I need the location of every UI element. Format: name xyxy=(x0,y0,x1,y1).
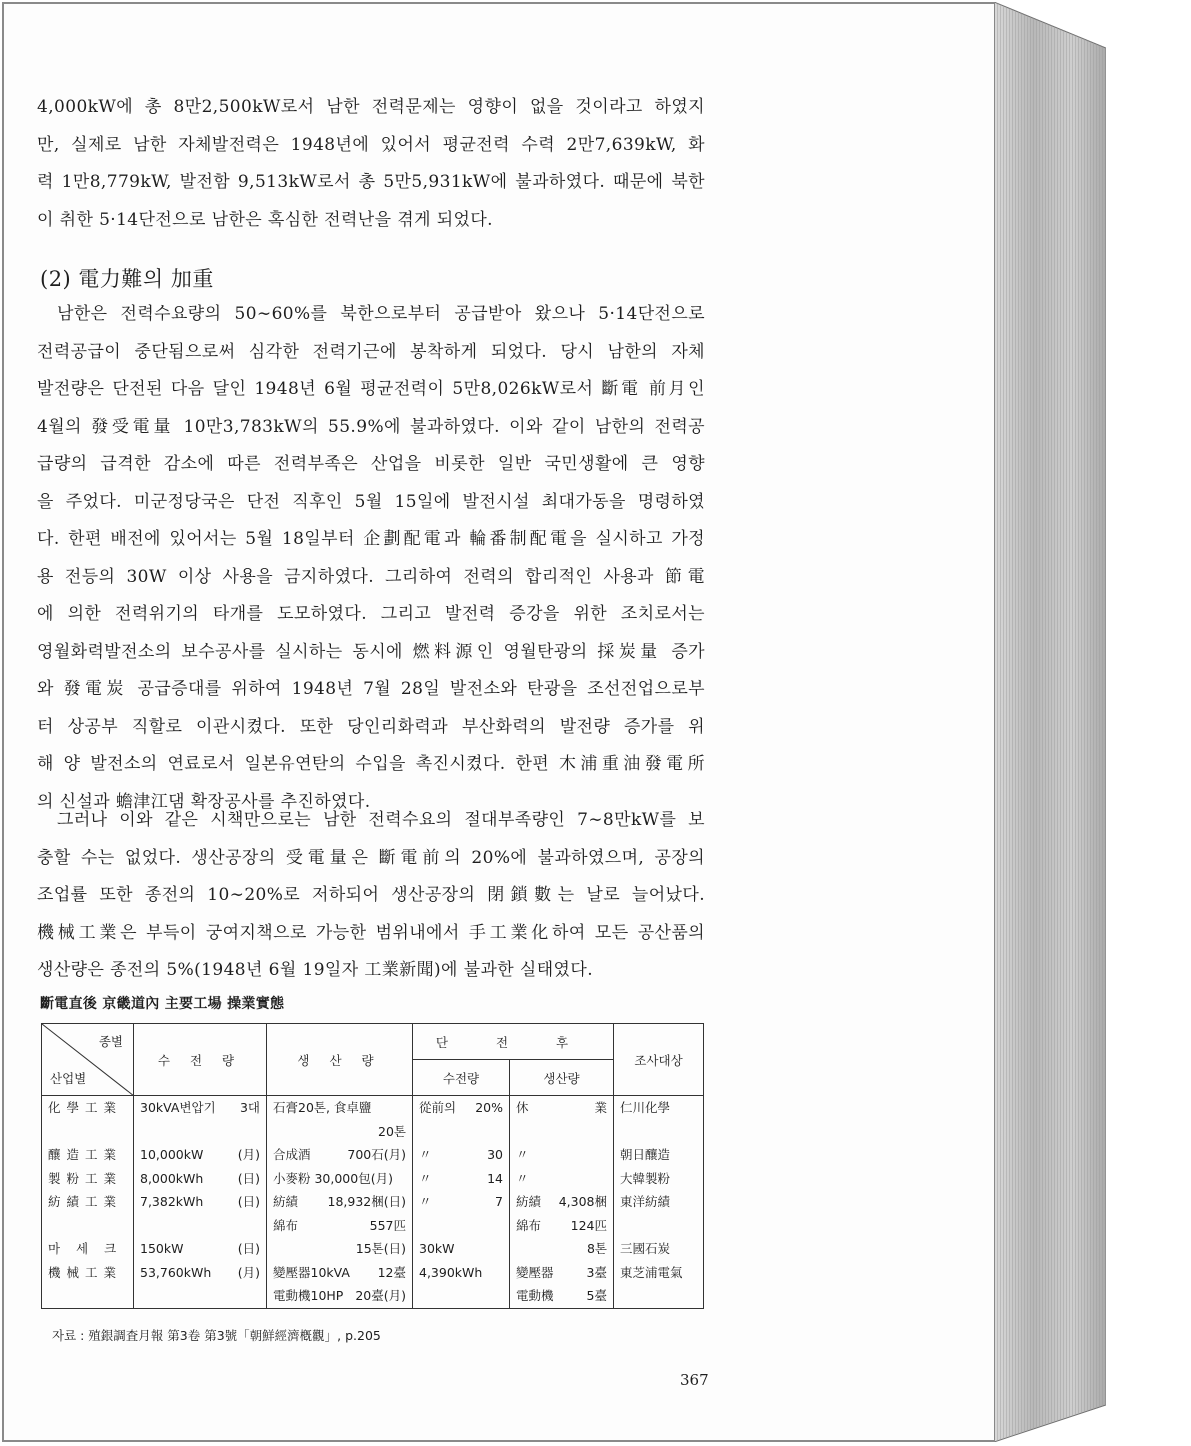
cell-target xyxy=(614,1167,704,1191)
cell-industry xyxy=(42,1237,134,1261)
paragraph-2-text xyxy=(37,802,705,990)
table-row xyxy=(42,1284,704,1308)
cell-text: 釀造工業 xyxy=(48,1147,123,1162)
cell-text: 〃 xyxy=(516,1170,529,1186)
cell-text: 紡績 xyxy=(516,1194,542,1209)
header-target: 조사대상 xyxy=(614,1024,704,1096)
header-production: 생 산 량 xyxy=(267,1024,413,1096)
text-line: 조업률 또한 종전의 10∼20%로 저하되어 생산공장의 閉鎖數는 날로 늘어났다. xyxy=(37,885,705,905)
cell-target xyxy=(614,1284,704,1308)
table-row xyxy=(42,1143,704,1167)
cell-text: 仁川化學 xyxy=(620,1100,671,1115)
cell-after-production xyxy=(510,1237,614,1261)
header-after-production: 생산량 xyxy=(510,1060,614,1096)
cell-text: 12臺 xyxy=(377,1264,406,1280)
cell-industry xyxy=(42,1214,134,1238)
paragraph-top-text xyxy=(37,89,705,239)
cell-text: 小麥粉 30,000包(月) xyxy=(273,1170,393,1186)
cell-after-production xyxy=(510,1096,614,1120)
paragraph-1 xyxy=(37,296,705,821)
cell-after-production xyxy=(510,1120,614,1144)
cell-target xyxy=(614,1237,704,1261)
cell-text: 變壓器10kVA xyxy=(273,1264,350,1280)
cell-target xyxy=(614,1096,704,1120)
cell-text: 5臺 xyxy=(586,1288,607,1303)
cell-text: 合成酒 xyxy=(273,1147,311,1162)
cell-after-received xyxy=(413,1190,510,1214)
table-row xyxy=(42,1120,704,1144)
cell-production xyxy=(267,1143,413,1167)
text-line: 력 1만8,779kW, 발전함 9,513kW로서 총 5만5,931kW에 불과하였다. 때문에 북한 xyxy=(37,172,705,192)
text-line: 전력공급이 중단됨으로써 심각한 전력기근에 봉착하게 되었다. 당시 남한의 자체 xyxy=(37,341,705,362)
page-stack-edge xyxy=(994,2,1106,1442)
cell-text: 〃 xyxy=(419,1147,432,1162)
cell-after-production xyxy=(510,1214,614,1238)
cell-production xyxy=(267,1167,413,1191)
cell-after-received xyxy=(413,1120,510,1144)
cell-text: 10,000kW xyxy=(140,1147,204,1162)
cell-text: (月) xyxy=(237,1264,260,1280)
text-line: 터 상공부 직할로 이관시켰다. 또한 당인리화력과 부산화력의 발전량 증가를 위 xyxy=(37,716,705,737)
cell-target xyxy=(614,1120,704,1144)
text-line: 機械工業은 부득이 궁여지책으로 가능한 범위내에서 手工業化하여 모든 공산품의 xyxy=(37,922,705,943)
table-row xyxy=(42,1190,704,1214)
cell-text: 電動機10HP xyxy=(273,1288,344,1303)
header-diagonal-cell xyxy=(42,1024,134,1096)
cell-text: 綿布 xyxy=(273,1217,299,1233)
text-line: 의 신설과 蟾津江댐 확장공사를 추진하였다. xyxy=(37,791,371,812)
cell-industry xyxy=(42,1096,134,1120)
cell-text: 紡績 xyxy=(273,1194,299,1209)
cell-text: 〃 xyxy=(419,1194,432,1209)
cell-text: 業 xyxy=(594,1100,607,1115)
text-line: 남한은 전력수요량의 50∼60%를 북한으로부터 공급받아 왔으나 5·14단전으로 xyxy=(57,304,705,324)
cell-text: 20臺(月) xyxy=(355,1288,406,1303)
cell-text: 東洋紡績 xyxy=(620,1194,671,1209)
paragraph-1-text xyxy=(37,296,705,821)
cell-received xyxy=(134,1096,267,1120)
cell-text: 東芝浦電氣 xyxy=(620,1264,683,1280)
text-line: 4월의 發受電量 10만3,783kW의 55.9%에 불과하였다. 이와 같이 남한의 전력공 xyxy=(37,416,705,437)
cell-text: 三國石炭 xyxy=(620,1241,671,1256)
cell-text: 150kW xyxy=(140,1241,184,1256)
cell-production xyxy=(267,1214,413,1238)
text-line: 생산량은 종전의 5%(1948년 6월 19일자 工業新聞)에 불과한 실태였다. xyxy=(37,960,593,980)
cell-text: 14 xyxy=(487,1170,503,1186)
header-after: 단 전 후 xyxy=(413,1024,614,1060)
cell-text: 7 xyxy=(495,1194,503,1209)
cell-text: 大韓製粉 xyxy=(620,1170,671,1186)
cell-text: 3臺 xyxy=(586,1264,607,1280)
cell-received xyxy=(134,1214,267,1238)
section-heading: (2) 電力難의 加重 xyxy=(40,267,214,291)
cell-received xyxy=(134,1143,267,1167)
table-title: 斷電直後 京畿道內 主要工場 操業實態 xyxy=(40,996,285,1012)
text-line: 4,000kW에 총 8만2,500kW로서 남한 전력문제는 영향이 없을 것이라고 하였지 xyxy=(37,97,705,117)
cell-received xyxy=(134,1120,267,1144)
text-line: 그러나 이와 같은 시책만으로는 남한 전력수요의 절대부족량인 7∼8만kW를 보 xyxy=(57,810,705,830)
text-line: 급량의 급격한 감소에 따른 전력부족은 산업을 비롯한 일반 국민생활에 큰 영향 xyxy=(37,454,705,474)
cell-text: 製粉工業 xyxy=(48,1170,123,1186)
cell-text: 18,932梱(日) xyxy=(327,1194,406,1209)
cell-text: 7,382kWh xyxy=(140,1194,204,1209)
text-line: 영월화력발전소의 보수공사를 실시하는 동시에 燃料源인 영월탄광의 採炭量 증가 xyxy=(37,641,705,662)
cell-text: 30 xyxy=(487,1147,503,1162)
cell-text: (日) xyxy=(237,1194,260,1209)
cell-text: 20톤 xyxy=(378,1123,406,1139)
cell-text: 機械工業 xyxy=(48,1264,123,1280)
cell-industry xyxy=(42,1120,134,1144)
cell-production xyxy=(267,1096,413,1120)
paragraph-2 xyxy=(37,802,705,990)
cell-text: (日) xyxy=(237,1170,260,1186)
cell-text: 休 xyxy=(516,1100,529,1115)
cell-text: 4,390kWh xyxy=(419,1264,483,1280)
cell-text: 30kVA변압기 xyxy=(140,1100,216,1115)
cell-after-production xyxy=(510,1284,614,1308)
cell-after-received xyxy=(413,1261,510,1285)
cell-text: 電動機 xyxy=(516,1288,554,1303)
header-type: 종별 xyxy=(98,1034,123,1049)
cell-received xyxy=(134,1237,267,1261)
header-industry: 산업별 xyxy=(50,1071,87,1086)
text-line: 을 주었다. 미군정당국은 단전 직후인 5월 15일에 발전시설 최대가동을 명령하였 xyxy=(37,491,705,512)
text-line: 에 의한 전력위기의 타개를 도모하였다. 그리고 발전력 증강을 위한 조치로서는 xyxy=(37,604,705,624)
cell-text: 124匹 xyxy=(570,1217,607,1233)
table-row xyxy=(42,1261,704,1285)
cell-text: 15톤(日) xyxy=(355,1241,406,1256)
cell-production xyxy=(267,1190,413,1214)
cell-text: 〃 xyxy=(419,1170,432,1186)
cell-text: 30kW xyxy=(419,1241,455,1256)
cell-after-received xyxy=(413,1214,510,1238)
cell-text: 變壓器 xyxy=(516,1264,554,1280)
cell-text: 石膏20톤, 食卓鹽 xyxy=(273,1100,372,1115)
text-line: 와 發電炭 공급증대를 위하여 1948년 7월 28일 발전소와 탄광을 조선전업으로부 xyxy=(37,679,705,699)
table-row xyxy=(42,1096,704,1120)
cell-after-received xyxy=(413,1284,510,1308)
cell-industry xyxy=(42,1284,134,1308)
cell-target xyxy=(614,1190,704,1214)
cell-text: 20% xyxy=(475,1100,503,1115)
cell-text: 3대 xyxy=(239,1100,260,1115)
cell-received xyxy=(134,1261,267,1285)
cell-industry xyxy=(42,1167,134,1191)
cell-text: 700石(月) xyxy=(347,1147,406,1162)
cell-after-production xyxy=(510,1261,614,1285)
cell-received xyxy=(134,1167,267,1191)
cell-after-received xyxy=(413,1096,510,1120)
text-line: 이 취한 5·14단전으로 남한은 혹심한 전력난을 겪게 되었다. xyxy=(37,209,493,230)
cell-after-production xyxy=(510,1167,614,1191)
cell-after-received xyxy=(413,1237,510,1261)
cell-after-received xyxy=(413,1143,510,1167)
cell-production xyxy=(267,1261,413,1285)
cell-text: 8,000kWh xyxy=(140,1170,204,1186)
cell-text: 綿布 xyxy=(516,1217,542,1233)
table-row xyxy=(42,1167,704,1191)
cell-text: 4,308梱 xyxy=(558,1194,607,1209)
text-line: 다. 한편 배전에 있어서는 5월 18일부터 企劃配電과 輪番制配電을 실시하고 가정 xyxy=(37,529,705,549)
cell-target xyxy=(614,1214,704,1238)
cell-after-production xyxy=(510,1143,614,1167)
cell-text: (日) xyxy=(237,1241,260,1256)
cell-received xyxy=(134,1284,267,1308)
cell-text: 化學工業 xyxy=(48,1100,123,1115)
text-line: 충할 수는 없었다. 생산공장의 受電量은 斷電前의 20%에 불과하였으며, 공장의 xyxy=(37,847,705,868)
cell-after-received xyxy=(413,1167,510,1191)
document-page xyxy=(2,2,994,1442)
text-line: 발전량은 단전된 다음 달인 1948년 6월 평균전력이 5만8,026kW로서 斷電 前月인 xyxy=(37,379,705,399)
cell-text: 從前의 xyxy=(419,1100,457,1115)
cell-production xyxy=(267,1237,413,1261)
cell-received xyxy=(134,1190,267,1214)
cell-text: 53,760kWh xyxy=(140,1264,212,1280)
cell-production xyxy=(267,1284,413,1308)
cell-text: 紡績工業 xyxy=(48,1194,123,1209)
cell-industry xyxy=(42,1143,134,1167)
cell-text: 朝日釀造 xyxy=(620,1147,671,1162)
cell-production xyxy=(267,1120,413,1144)
paragraph-top xyxy=(37,89,705,239)
cell-text: 557匹 xyxy=(369,1217,406,1233)
page-number: 367 xyxy=(680,1371,709,1389)
cell-after-production xyxy=(510,1190,614,1214)
table-body xyxy=(42,1096,704,1309)
cell-industry xyxy=(42,1190,134,1214)
page-stack-graphic xyxy=(994,2,1106,1442)
cell-industry xyxy=(42,1261,134,1285)
cell-target xyxy=(614,1261,704,1285)
cell-target xyxy=(614,1143,704,1167)
text-line: 만, 실제로 남한 자체발전력은 1948년에 있어서 평균전력 수력 2만7,639kW, 화 xyxy=(37,134,705,155)
header-received: 수 전 량 xyxy=(134,1024,267,1096)
table-row xyxy=(42,1237,704,1261)
cell-text: 마 세 크 xyxy=(48,1241,123,1256)
table-source: 자료 : 殖銀調査月報 第3卷 第3號「朝鮮經濟槪觀」, p.205 xyxy=(52,1328,381,1343)
header-after-received: 수전량 xyxy=(413,1060,510,1096)
cell-text: 8톤 xyxy=(586,1241,607,1256)
cell-text: (月) xyxy=(237,1147,260,1162)
cell-text: 〃 xyxy=(516,1147,529,1162)
text-line: 용 전등의 30W 이상 사용을 금지하였다. 그리하여 전력의 합리적인 사용과 節電 xyxy=(37,566,705,587)
operations-table xyxy=(41,1023,704,1309)
text-line: 해 양 발전소의 연료로서 일본유연탄의 수입을 촉진시켰다. 한편 木浦重油發電所 xyxy=(37,754,705,774)
table-row xyxy=(42,1214,704,1238)
